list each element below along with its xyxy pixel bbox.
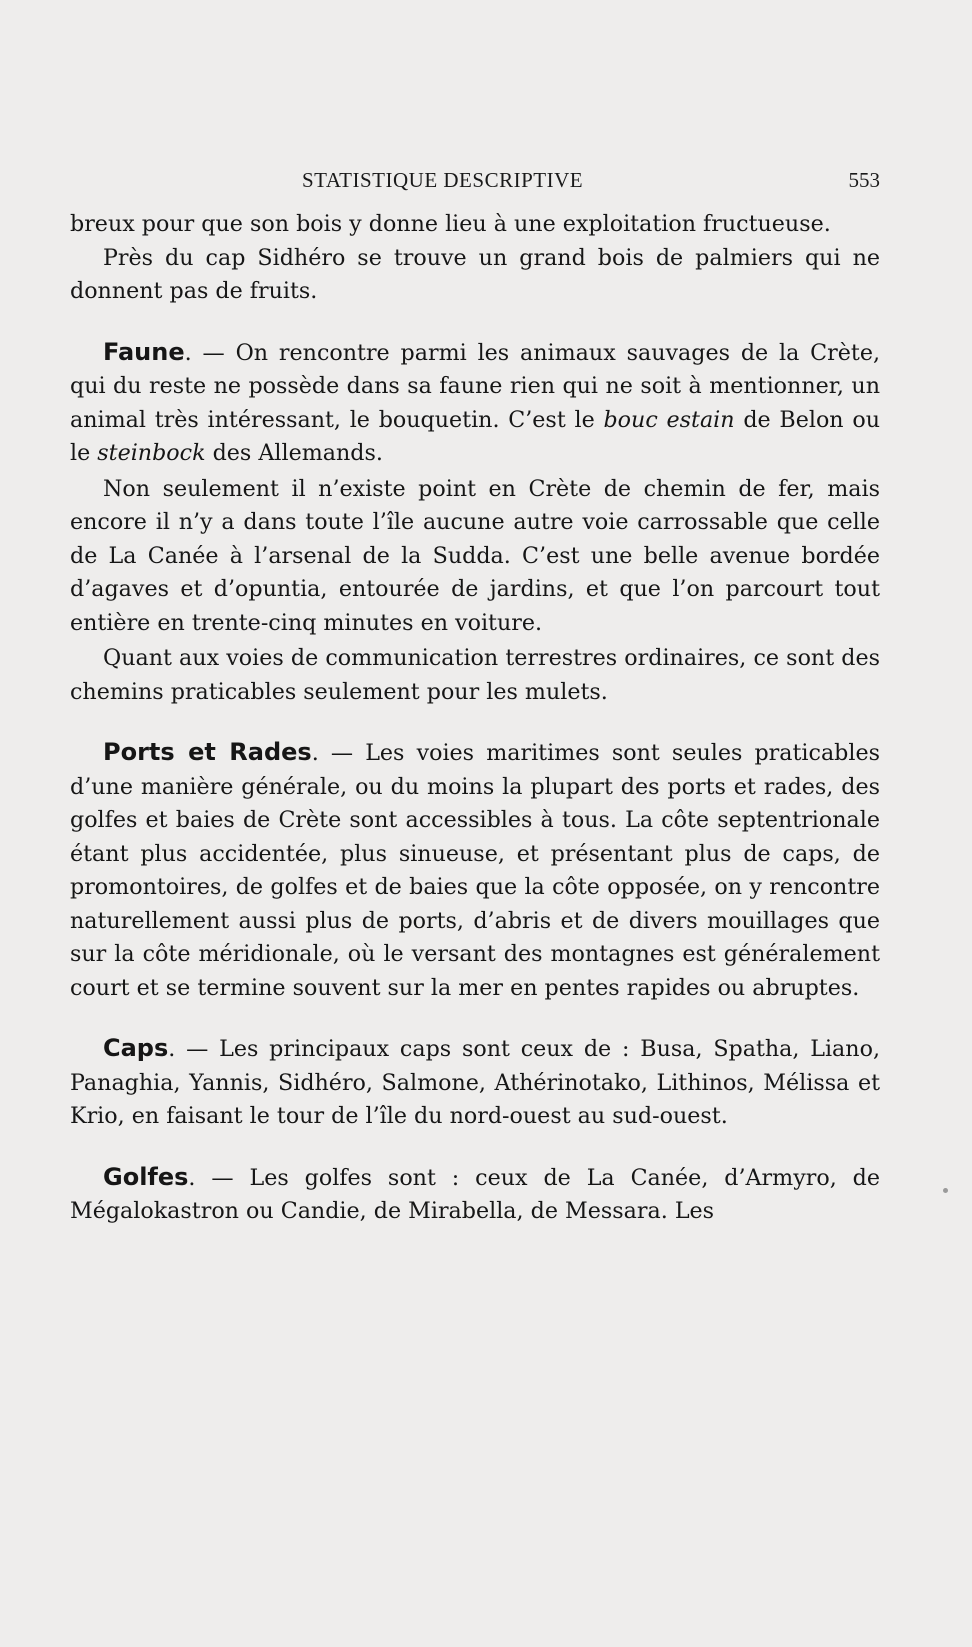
faune-text-c: des Allemands.: [205, 440, 383, 466]
faune-text-a: . — On rencontre parmi les animaux sauvages de la Crète, qui du reste ne possède dans sa faune rien qui ne soit à mentionner, un animal très intéressant, le bouquetin. C’est le: [70, 339, 880, 433]
caps-text: . — Les principaux caps sont ceux de : Busa, Spatha, Liano, Panaghia, Yannis, Sidhéro, Salmone, Athérinotako, Lithinos, Mélissa et Krio, en faisant le tour de l’île du nord-ouest au sud-ouest.: [70, 1036, 880, 1129]
faune-text-b: de Belon ou le: [70, 406, 881, 466]
paragraph-voies-terrestres: Quant aux voies de communication terrestres ordinaires, ce sont des chemins praticables seulement pour les mulets.: [70, 645, 880, 705]
faune-italic-bouc-estain: bouc estain: [603, 406, 735, 433]
paragraph-bois-continuation: breux pour que son bois y donne lieu à une exploitation fructueuse.: [70, 211, 831, 237]
section-heading-golfes: Golfes: [103, 1162, 189, 1191]
paragraph-ports-et-rades: [70, 736, 880, 1005]
body-text: [70, 208, 880, 1229]
faune-italic-steinbock: steinbock: [97, 440, 206, 466]
paragraph-faune: [70, 336, 880, 471]
paragraph-golfes: [70, 1161, 880, 1229]
paragraph-chemin-de-fer: Non seulement il n’existe point en Crète de chemin de fer, mais encore il n’y a dans toute l’île aucune autre voie carrossable que celle de La Canée à l’arsenal de la Sudda. C’est une belle avenue bordée d’agaves et d’opuntia, entourée de jardins, et que l’on parcourt tout entière en trente-cinq minutes en voiture.: [70, 475, 880, 636]
page-header: [70, 168, 880, 198]
section-heading-faune: Faune: [103, 337, 185, 366]
paragraph-caps: [70, 1032, 880, 1134]
paper-speck: [943, 1188, 948, 1193]
running-head: STATISTIQUE DESCRIPTIVE: [302, 168, 584, 192]
ports-text: . — Les voies maritimes sont seules praticables d’une manière générale, ou du moins la plupart des ports et rades, des golfes et baies de Crète sont accessibles à tous. La côte septentrionale étant plus accidentée, plus sinueuse, et présentant plus de caps, de promontoires, de golfes et de baies que la côte opposée, on y rencontre naturellement aussi plus de ports, d’abris et de divers mouillages que sur la côte méridionale, où le versant des montagnes est généralement court et se termine souvent sur la mer en pentes rapides ou abruptes.: [70, 740, 880, 1001]
section-heading-caps: Caps: [103, 1034, 169, 1062]
paragraph-palmiers: Près du cap Sidhéro se trouve un grand bois de palmiers qui ne donnent pas de fruits.: [70, 244, 880, 304]
golfes-text: . — Les golfes sont : ceux de La Canée, d’Armyro, de Mégalokastron ou Candie, de Mirabella, de Messara. Les: [70, 1164, 880, 1224]
page-number: 553: [848, 168, 880, 192]
section-heading-ports-et-rades: Ports et Rades: [103, 738, 312, 766]
